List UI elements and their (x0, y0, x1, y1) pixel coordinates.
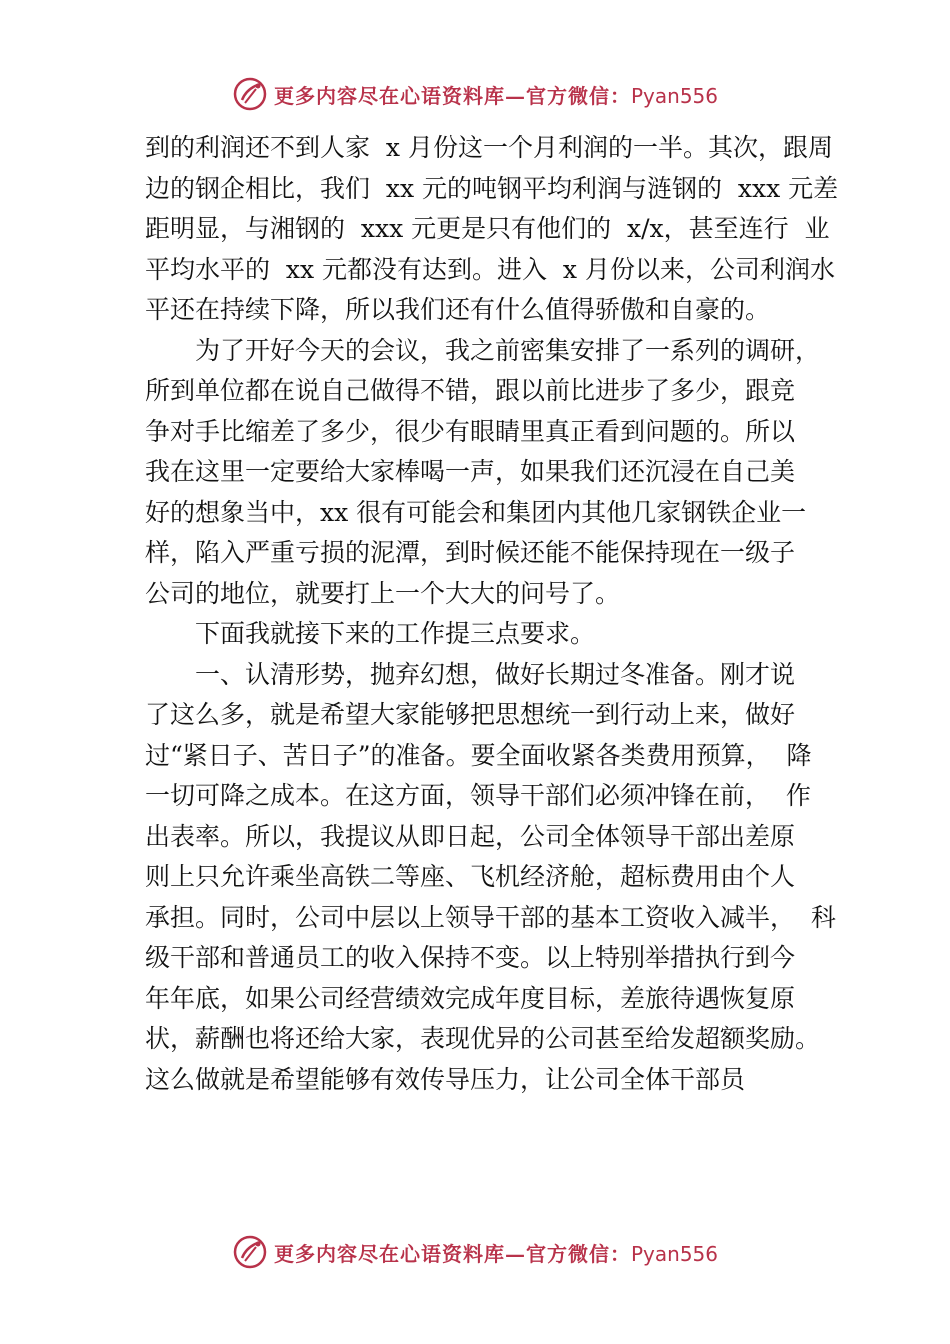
brand-logo-icon (232, 1234, 268, 1270)
paragraph-4: 一、认清形势，抛弃幻想，做好长期过冬准备。刚才说 了这么多，就是希望大家能够把思想统一到行动上来，做好 过“紧日子、苦日子”的准备。要全面收紧各类费用预算， 降 一切可降之成本。在这方面，领导干部们必须冲锋在前， 作 出表率。所以，我提议从即日起，公司全体领导干部出差原 则上只允许乘坐高铁二等座、飞机经济舱，超标费用由个人 承担。同时，公司中层以上领导干部的基本工资收入减半， 科 级干部和普通员工的收入保持不变。以上特别举措执行到今 年年底，如果公司经营绩效完成年度目标，差旅待遇恢复原 状，薪酬也将还给大家，表现优异的公司甚至给发超额奖励。 这么做就是希望能够有效传导压力，让公司全体干部员 (145, 659, 836, 1094)
paragraph-3: 下面我就接下来的工作提三点要求。 (195, 619, 596, 648)
footer-wechat-handle: Pyan556 (630, 1241, 718, 1266)
brand-logo-icon (232, 76, 268, 112)
paragraph-2: 为了开好今天的会议，我之前密集安排了一系列的调研， 所到单位都在说自己做得不错，跟以前比进步了多少，跟竞 争对手比缩差了多少，很少有眼睛里真正看到问题的。所以 我在这里一定要给大家棒喝一声，如果我们还沉浸在自己美 好的想象当中，xx 很有可能会和集团内其他几家钢铁企业一 样，陷入严重亏损的泥潭，到时候还能不能保持现在一级子 公司的地位，就要打上一个大大的问号了。 (145, 335, 821, 608)
header-banner-text: 更多内容尽在心语资料库—官方微信：Pyan556 (273, 83, 718, 108)
header-banner (0, 72, 950, 116)
document-body (145, 128, 839, 1100)
footer-banner (0, 1230, 950, 1274)
header-wechat-handle: Pyan556 (630, 83, 718, 108)
paragraph-1: 到的利润还不到人家 x 月份这一个月利润的一半。其次，跟周 边的钢企相比，我们 xx 元的吨钢平均利润与涟钢的 xxx 元差 距明显，与湘钢的 xxx 元更是只有他们的 x/x，甚至连行 业 平均水平的 xx 元都没有达到。进入 x 月份以来，公司利润水 平还在持续下降，所以我们还有什么值得骄傲和自豪的。 (145, 133, 839, 324)
footer-banner-text: 更多内容尽在心语资料库—官方微信：Pyan556 (273, 1241, 718, 1266)
